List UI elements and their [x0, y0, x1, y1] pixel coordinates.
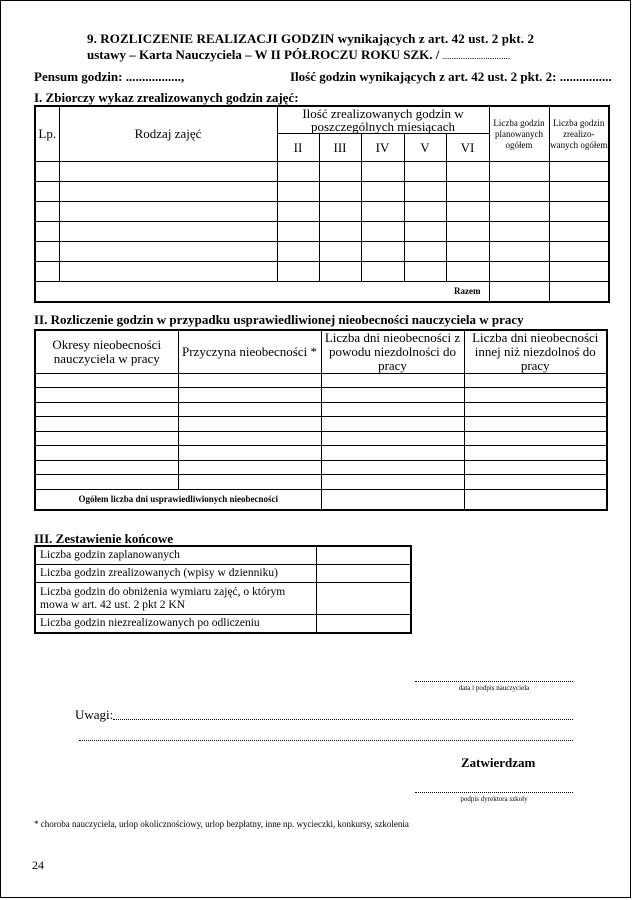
summary-row-label: Liczba godzin do obniżenia wymiaru zajęć, o którym mowa w art. 42 ust. 2 pkt 2 KN	[35, 583, 316, 615]
month-header: VI	[446, 134, 489, 162]
col-lp-header: Lp.	[35, 106, 59, 162]
hours-count-field[interactable]: Ilość godzin wynikających z art. 42 ust. 2 pkt. 2: ................	[290, 69, 612, 84]
table-row[interactable]	[35, 432, 607, 446]
table-row[interactable]	[35, 242, 609, 262]
remarks-label: Uwagi:	[75, 707, 114, 722]
table-row[interactable]	[35, 374, 607, 388]
pensum-field[interactable]: Pensum godzin: .................,	[34, 69, 185, 84]
footnote: * choroba nauczyciela, urlop okolicznościowy, urlop bezpłatny, inne np. wycieczki, konkursy, szkolenia	[34, 819, 409, 829]
summary-row-label: Liczba godzin zaplanowanych	[35, 546, 316, 565]
col-sick-days-header: Liczba dni nieobecności z powodu niezdolności do pracy	[321, 330, 464, 374]
sum-planned-cell[interactable]	[489, 282, 549, 302]
absence-table	[34, 329, 608, 511]
form-title-line1: 9. ROZLICZENIE REALIZACJI GODZIN wynikających z art. 42 ust. 2 pkt. 2	[87, 31, 535, 46]
section1-title: I. Zbiorczy wykaz zrealizowanych godzin zajęć:	[34, 90, 299, 105]
month-header: IV	[361, 134, 404, 162]
section2-title: II. Rozliczenie godzin w przypadku usprawiedliwionej nieobecności nauczyciela w pracy	[34, 312, 524, 327]
form-title-line2-text: ustawy – Karta Nauczyciela – W II PÓŁROCZU ROKU SZK. /	[87, 47, 440, 62]
col-absence-reason-header: Przyczyna nieobecności *	[178, 330, 321, 374]
summary-row-label: Liczba godzin zrealizowanych (wpisy w dzienniku)	[35, 565, 316, 583]
absence-total-label: Ogółem liczba dni usprawiedliwionych nieobecności	[35, 490, 321, 510]
form-title-line2	[87, 46, 510, 65]
summary-row-value[interactable]	[316, 546, 411, 565]
sum-label: Razem	[35, 282, 489, 302]
table-row[interactable]	[35, 388, 607, 403]
hours-summary-table	[34, 105, 610, 303]
approve-label: Zatwierdzam	[461, 755, 536, 770]
month-header: III	[319, 134, 361, 162]
table-row[interactable]	[35, 222, 609, 242]
remarks-line-1[interactable]	[113, 718, 573, 720]
final-summary-table	[34, 545, 412, 634]
month-header: II	[277, 134, 319, 162]
table-row[interactable]	[35, 475, 607, 490]
month-header: V	[404, 134, 446, 162]
table-row[interactable]	[35, 202, 609, 222]
table-row[interactable]	[35, 417, 607, 432]
director-signature-line[interactable]	[415, 791, 573, 793]
col-absence-period-header: Okresy nieobecności nauczyciela w pracy	[35, 330, 178, 374]
col-other-days-header: Liczba dni nieobecności innej niż niezdolnoś do pracy	[464, 330, 607, 374]
absence-total-other-cell[interactable]	[464, 490, 607, 510]
absence-total-sick-cell[interactable]	[321, 490, 464, 510]
teacher-signature-line[interactable]	[415, 680, 573, 682]
teacher-signature-caption: data i podpis nauczyciela	[458, 684, 530, 692]
col-planned-header: Liczba godzin planowanych ogółem	[489, 106, 549, 162]
table-row[interactable]	[35, 262, 609, 282]
table-row[interactable]	[35, 403, 607, 417]
col-realized-header: Liczba godzin zrealizo-wanych ogółem	[549, 106, 609, 162]
section3-title: III. Zestawienie końcowe	[34, 531, 174, 546]
summary-row-value[interactable]	[316, 615, 411, 634]
director-signature-caption: podpis dyrektora szkoły	[460, 795, 528, 803]
col-months-group-header: Ilość zrealizowanych godzin w poszczególnych miesiącach	[277, 106, 489, 134]
table-row[interactable]	[35, 446, 607, 461]
sum-realized-cell[interactable]	[549, 282, 609, 302]
remarks-line-2[interactable]	[79, 739, 573, 741]
summary-row-value[interactable]	[316, 583, 411, 615]
summary-row-label: Liczba godzin niezrealizowanych po odliczeniu	[35, 615, 316, 634]
summary-row-value[interactable]	[316, 565, 411, 583]
table-row[interactable]	[35, 182, 609, 202]
col-type-header: Rodzaj zajęć	[59, 106, 277, 162]
table-row[interactable]	[35, 461, 607, 475]
table-row[interactable]	[35, 162, 609, 182]
page-number: 24	[32, 858, 44, 872]
school-year-field[interactable]: ..............................	[442, 51, 511, 61]
